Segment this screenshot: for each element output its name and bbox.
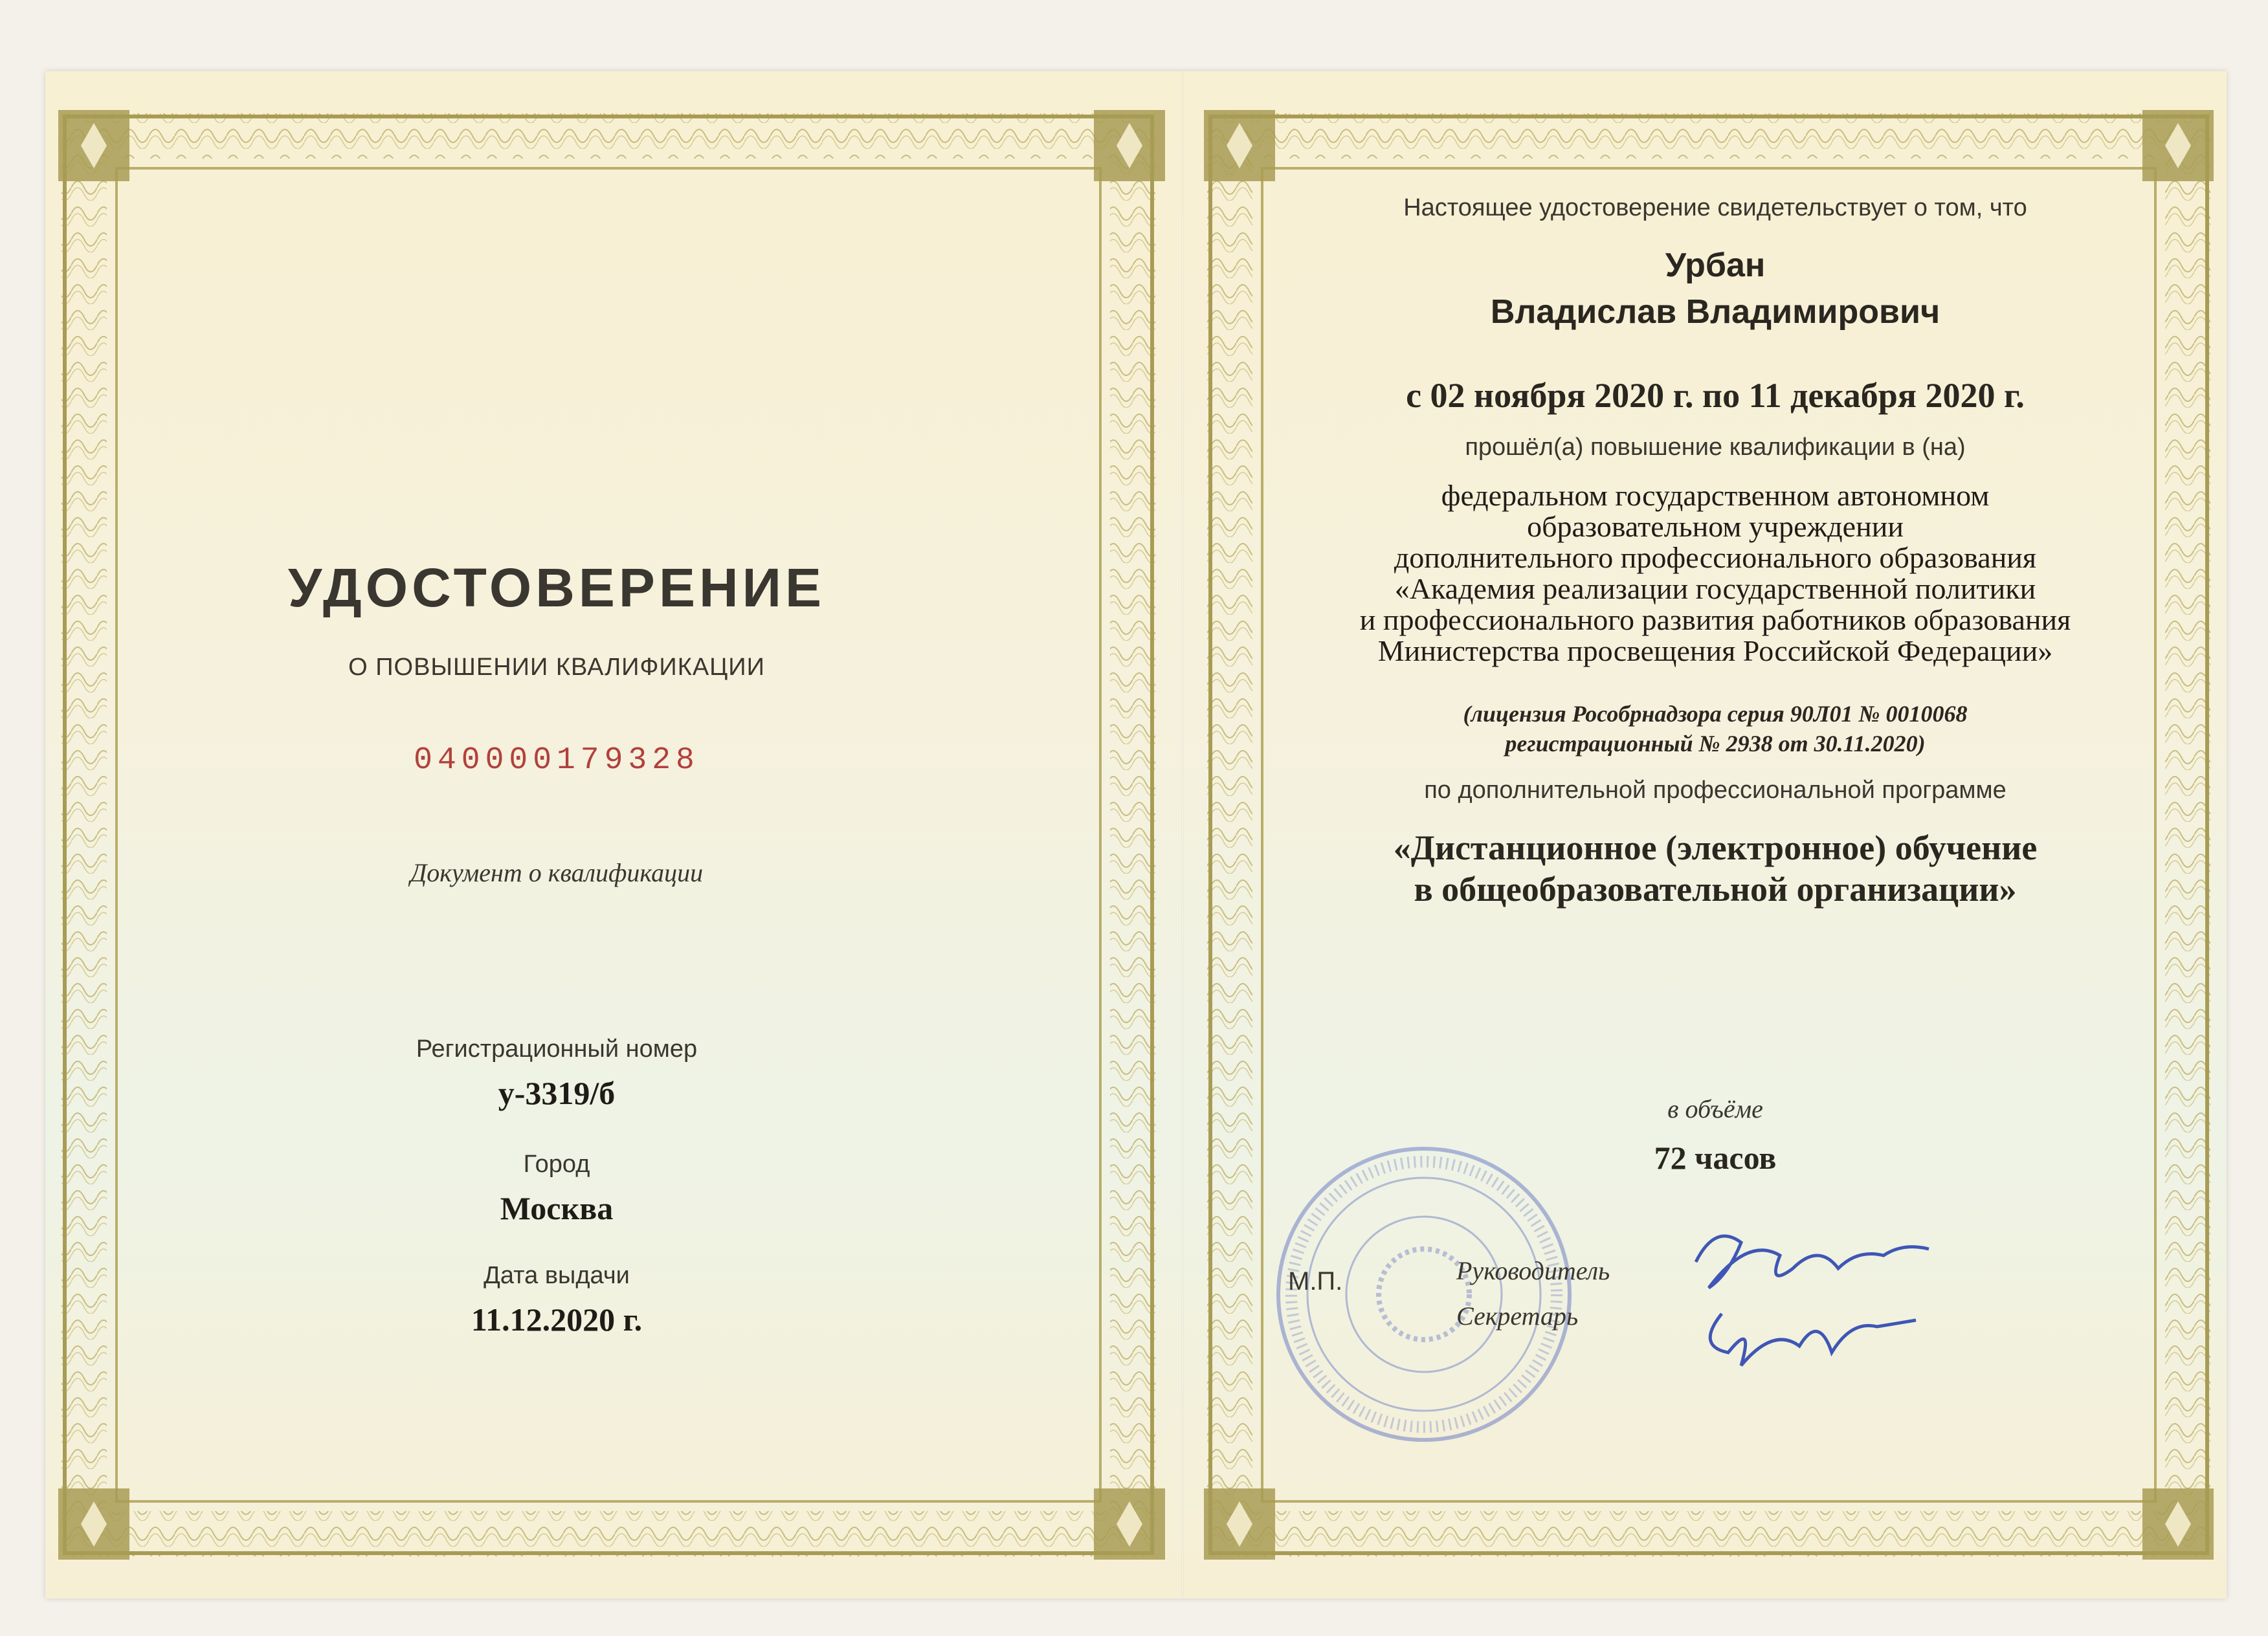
city-label: Город: [523, 1151, 590, 1178]
serial-number: 040000179328: [414, 743, 700, 778]
passed-text: прошёл(а) повышение квалификации в (на): [1465, 434, 1966, 461]
certificate-title: УДОСТОВЕРЕНИЕ: [287, 557, 826, 618]
city-value: Москва: [500, 1190, 614, 1226]
holder-given-names: Владислав Владимирович: [1490, 293, 1940, 331]
seal-place-label: М.П.: [1288, 1267, 1343, 1296]
certificate-subtitle: О ПОВЫШЕНИИ КВАЛИФИКАЦИИ: [348, 654, 765, 681]
organization-line: образовательном учреждении: [1527, 510, 1904, 543]
license-line: регистрационный № 2938 от 30.11.2020): [1505, 731, 1926, 757]
registration-label: Регистрационный номер: [416, 1035, 698, 1063]
organization-line: и профессионального развития работников образования: [1359, 603, 2071, 636]
license-line: (лицензия Рособрнадзора серия 90Л01 № 0010068: [1463, 701, 1968, 727]
training-period: с 02 ноября 2020 г. по 11 декабря 2020 г.: [1406, 376, 2025, 415]
volume-label: в объёме: [1667, 1094, 1763, 1123]
organization-line: федеральном государственном автономном: [1441, 479, 1990, 512]
organization-line: дополнительного профессионального образования: [1394, 541, 2037, 574]
program-line: «Дистанционное (электронное) обучение: [1393, 828, 2038, 867]
registration-number: у-3319/б: [498, 1075, 616, 1111]
program-intro: по дополнительной профессиональной программе: [1424, 777, 2007, 804]
volume-value: 72 часов: [1654, 1140, 1777, 1176]
program-title: [1230, 827, 2201, 910]
holder-surname: Урбан: [1665, 247, 1766, 284]
program-line: в общеобразовательной организации»: [1414, 870, 2017, 909]
document-kind: Документ о квалификации: [410, 858, 704, 887]
organization-name: [1230, 480, 2201, 667]
signature-icon: [1670, 1217, 1942, 1385]
head-label: Руководитель: [1456, 1256, 1610, 1285]
issue-date: 11.12.2020 г.: [471, 1301, 643, 1338]
page-fold: [1181, 71, 1184, 1598]
license-info: [1230, 699, 2201, 758]
intro-text: Настоящее удостоверение свидетельствует о том, что: [1403, 194, 2027, 221]
issue-date-label: Дата выдачи: [484, 1262, 630, 1289]
secretary-label: Секретарь: [1456, 1301, 1579, 1331]
organization-line: Министерства просвещения Российской Федерации»: [1377, 634, 2053, 667]
organization-line: «Академия реализации государственной политики: [1394, 572, 2036, 605]
